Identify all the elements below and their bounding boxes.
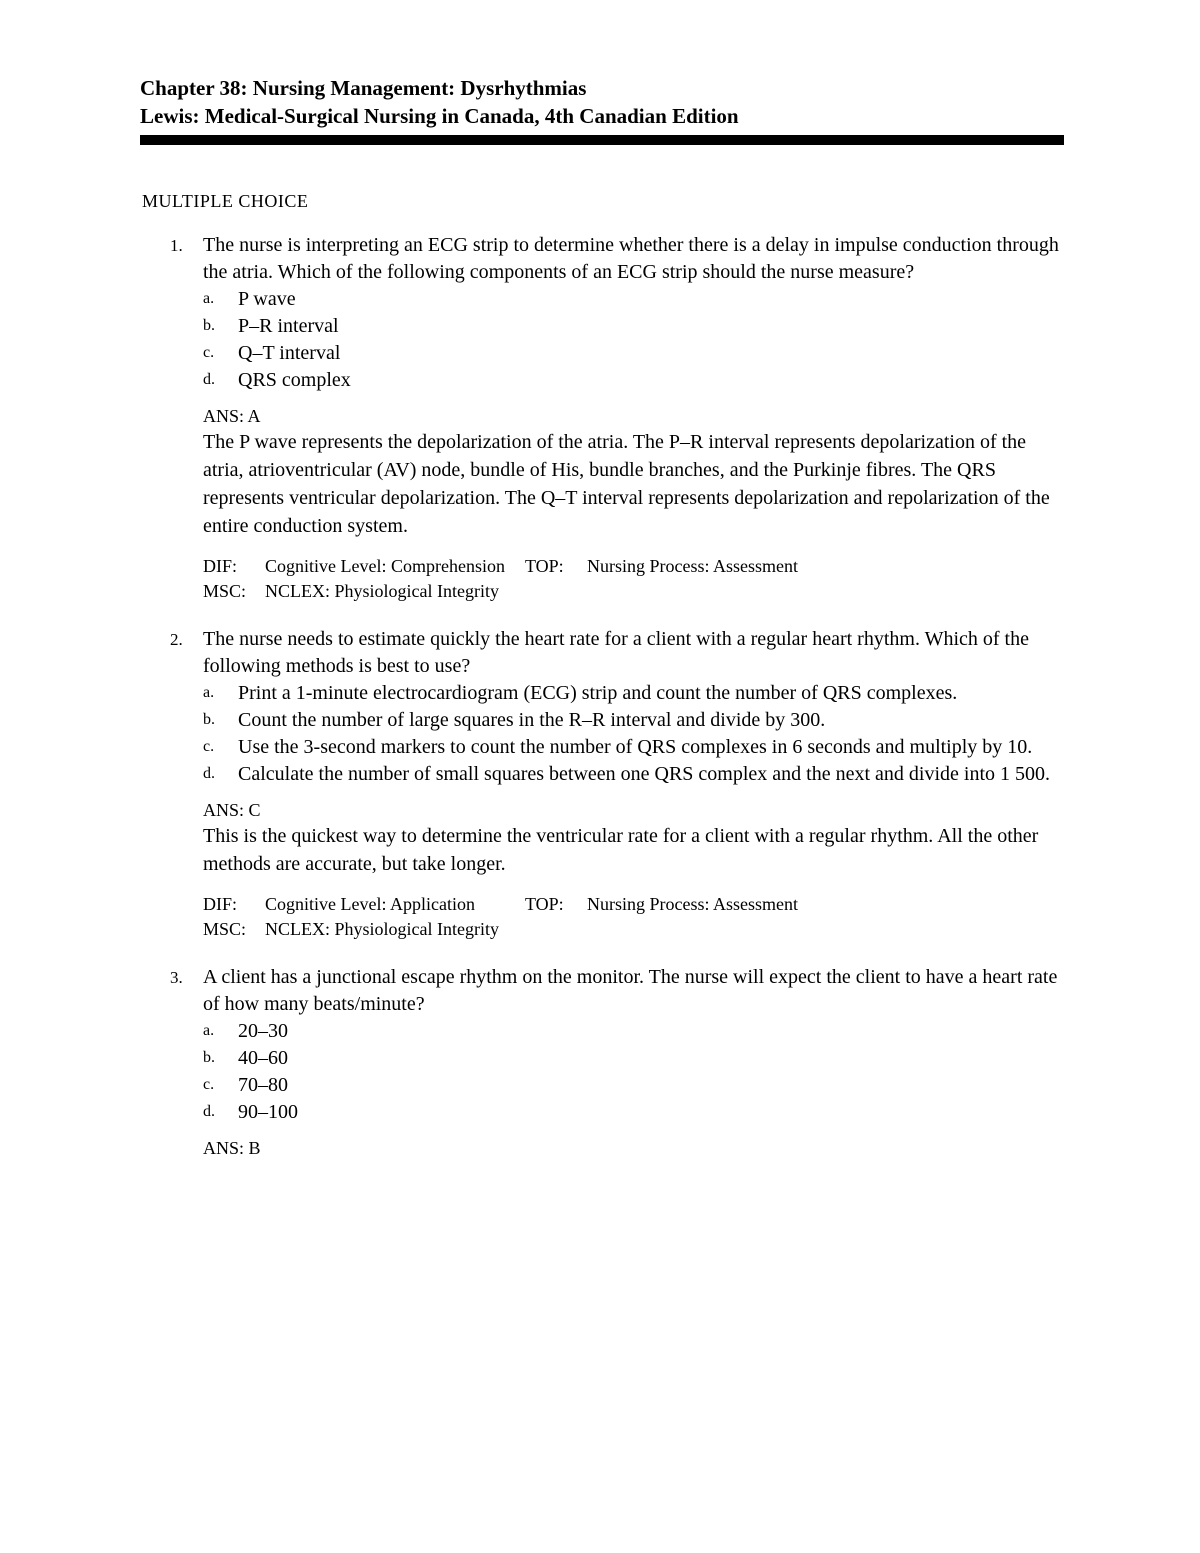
question-1 <box>140 232 1064 604</box>
header-rule <box>140 135 1064 145</box>
question-metadata <box>203 554 1064 604</box>
option-c <box>203 1072 1064 1099</box>
option-letter: c. <box>203 344 215 361</box>
option-text: Use the 3-second markers to count the number of QRS complexes in 6 seconds and multiply by 10. <box>238 736 1033 758</box>
answer-options <box>203 680 1064 788</box>
option-text: Count the number of large squares in the R–R interval and divide by 300. <box>238 709 826 731</box>
option-a <box>203 286 1064 313</box>
option-letter: a. <box>203 1022 215 1039</box>
msc-label: MSC: <box>203 919 247 939</box>
option-a <box>203 1018 1064 1045</box>
answer-options <box>203 286 1064 394</box>
option-b <box>203 313 1064 340</box>
option-letter: c. <box>203 1076 215 1093</box>
dif-label: DIF: <box>203 894 238 914</box>
rationale: This is the quickest way to determine the ventricular rate for a client with a regular rhythm. All the other methods are accurate, but take longer. <box>203 825 1039 875</box>
book-title: Lewis: Medical-Surgical Nursing in Canada, 4th Canadian Edition <box>140 104 739 128</box>
dif-value: Cognitive Level: Comprehension <box>265 556 505 576</box>
option-d <box>203 1099 1064 1126</box>
dif-value: Cognitive Level: Application <box>265 894 475 914</box>
option-letter: b. <box>203 317 215 334</box>
question-number: 3. <box>170 968 183 987</box>
question-stem: The nurse is interpreting an ECG strip to determine whether there is a delay in impulse conduction through the atria. Which of the following components of an ECG strip should the nurse measure? <box>203 234 1059 283</box>
option-a <box>203 680 1064 707</box>
option-b <box>203 1045 1064 1072</box>
option-letter: d. <box>203 765 215 782</box>
question-stem: A client has a junctional escape rhythm on the monitor. The nurse will expect the client to have a heart rate of how many beats/minute? <box>203 966 1058 1015</box>
option-c <box>203 734 1064 761</box>
option-text: 90–100 <box>238 1101 298 1123</box>
question-metadata <box>203 892 1064 942</box>
option-letter: d. <box>203 371 215 388</box>
top-value: Nursing Process: Assessment <box>587 894 798 914</box>
top-label: TOP: <box>525 556 564 576</box>
dif-label: DIF: <box>203 556 238 576</box>
question-3 <box>140 964 1064 1160</box>
option-b <box>203 707 1064 734</box>
option-text: Print a 1-minute electrocardiogram (ECG) strip and count the number of QRS complexes. <box>238 682 958 704</box>
option-text: 20–30 <box>238 1020 288 1042</box>
answer-key: ANS: B <box>203 1138 261 1158</box>
option-text: 40–60 <box>238 1047 288 1069</box>
option-letter: c. <box>203 738 215 755</box>
option-letter: b. <box>203 1049 215 1066</box>
question-2 <box>140 626 1064 942</box>
option-text: P–R interval <box>238 315 339 337</box>
question-number: 2. <box>170 630 183 649</box>
option-text: Q–T interval <box>238 342 341 364</box>
option-c <box>203 340 1064 367</box>
top-label: TOP: <box>525 894 564 914</box>
section-heading: MULTIPLE CHOICE <box>142 191 309 211</box>
msc-value: NCLEX: Physiological Integrity <box>265 919 499 939</box>
top-value: Nursing Process: Assessment <box>587 556 798 576</box>
answer-options <box>203 1018 1064 1126</box>
option-text: QRS complex <box>238 369 351 391</box>
option-letter: d. <box>203 1103 215 1120</box>
msc-value: NCLEX: Physiological Integrity <box>265 581 499 601</box>
option-text: Calculate the number of small squares between one QRS complex and the next and divide into 1 500. <box>238 763 1051 785</box>
option-letter: a. <box>203 684 215 701</box>
document-page <box>140 74 1064 1160</box>
answer-key: ANS: C <box>203 800 261 820</box>
option-d <box>203 761 1064 788</box>
rationale: The P wave represents the depolarization of the atria. The P–R interval represents depolarization of the atria, atrioventricular (AV) node, bundle of His, bundle branches, and the Purkinje fibres. The QRS represents ventricular depolarization. The Q–T interval represents depolarization and repolarization of the entire conduction system. <box>203 431 1050 537</box>
question-number: 1. <box>170 236 183 255</box>
msc-label: MSC: <box>203 581 247 601</box>
option-text: 70–80 <box>238 1074 288 1096</box>
answer-key: ANS: A <box>203 406 261 426</box>
question-stem: The nurse needs to estimate quickly the heart rate for a client with a regular heart rhythm. Which of the following methods is best to use? <box>203 628 1029 677</box>
option-letter: b. <box>203 711 215 728</box>
option-text: P wave <box>238 288 296 310</box>
option-letter: a. <box>203 290 215 307</box>
chapter-title: Chapter 38: Nursing Management: Dysrhythmias <box>140 76 587 100</box>
option-d <box>203 367 1064 394</box>
